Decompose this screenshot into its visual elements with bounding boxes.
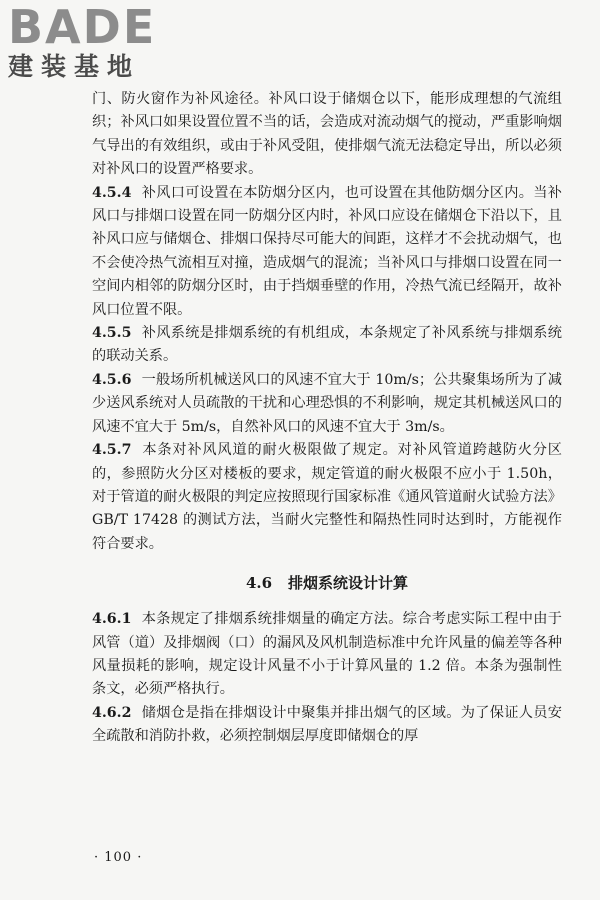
clause-paragraph [92, 182, 562, 322]
clause-paragraph [92, 702, 562, 749]
clause-paragraph [92, 369, 562, 439]
clause-text: 本条规定了排烟系统排烟量的确定方法。综合考虑实际工程中由于风管（道）及排烟阀（口）的漏风及风机制造标准中允许风量的偏差等各种风量损耗的影响，规定设计风量不小于计算风量的 1.2 倍。本条为强制性条文，必须严格执行。 [92, 611, 562, 698]
page-body [92, 88, 562, 749]
clause-number: 4.5.5 [92, 325, 132, 342]
clause-paragraph [92, 608, 562, 702]
paragraphs-4-5 [92, 88, 562, 556]
section-number: 4.6 [245, 574, 273, 593]
clause-number: 4.6.1 [92, 611, 132, 628]
clause-text: 补风口可设置在本防烟分区内，也可设置在其他防烟分区内。当补风口与排烟口设置在同一防烟分区内时，补风口应设在储烟仓下沿以下，且补风口应与储烟仓、排烟口保持尽可能大的间距，这样才不会扰动烟气，也不会使冷热气流相互对撞，造成烟气的混流；当补风口与排烟口设置在同一空间内相邻的防烟分区时，由于挡烟垂壁的作用，冷热气流已经隔开，故补风口位置不限。 [92, 184, 562, 318]
clause-number: 4.5.6 [92, 371, 132, 388]
logo-mark: BADE [8, 0, 157, 54]
clause-text: 门、防火窗作为补风途径。补风口设于储烟仓以下，能形成理想的气流组织；补风口如果设置位置不当的话，会造成对流动烟气的搅动，严重影响烟气导出的有效组织，或由于补风受阻，使排烟气流无法稳定导出，所以必须对补风口的设置严格要求。 [92, 91, 562, 178]
clause-text: 储烟仓是指在排烟设计中聚集并排出烟气的区域。为了保证人员安全疏散和消防扑救，必须控制烟层厚度即储烟仓的厚 [92, 704, 562, 745]
page-number: · 100 · [94, 850, 143, 865]
bade-logo [8, 0, 178, 82]
clause-text: 一般场所机械送风口的风速不宜大于 10m/s；公共聚集场所为了减少送风系统对人员疏散的干扰和心理恐惧的不利影响，规定其机械送风口的风速不宜大于 5m/s，自然补风口的风速不宜大于 3m/s。 [92, 371, 562, 435]
paragraphs-4-6 [92, 608, 562, 748]
clause-paragraph [92, 439, 562, 556]
clause-number: 4.6.2 [92, 704, 132, 721]
section-heading-4-6 [92, 572, 562, 594]
clause-text: 本条对补风风道的耐火极限做了规定。对补风管道跨越防火分区的，参照防火分区对楼板的要求，规定管道的耐火极限不应小于 1.50h，对于管道的耐火极限的判定应按照现行国家标准《通风管道耐火试验方法》GB/T 17428 的测试方法，当耐火完整性和隔热性同时达到时，方能视作符合要求。 [92, 442, 562, 552]
clause-paragraph [92, 88, 562, 182]
section-title: 排烟系统设计计算 [288, 574, 409, 593]
logo-subtitle: 建装基地 [8, 52, 141, 81]
clause-text: 补风系统是排烟系统的有机组成，本条规定了补风系统与排烟系统的联动关系。 [92, 325, 562, 365]
clause-paragraph [92, 322, 562, 369]
clause-number: 4.5.4 [92, 184, 132, 201]
clause-number: 4.5.7 [92, 442, 132, 459]
